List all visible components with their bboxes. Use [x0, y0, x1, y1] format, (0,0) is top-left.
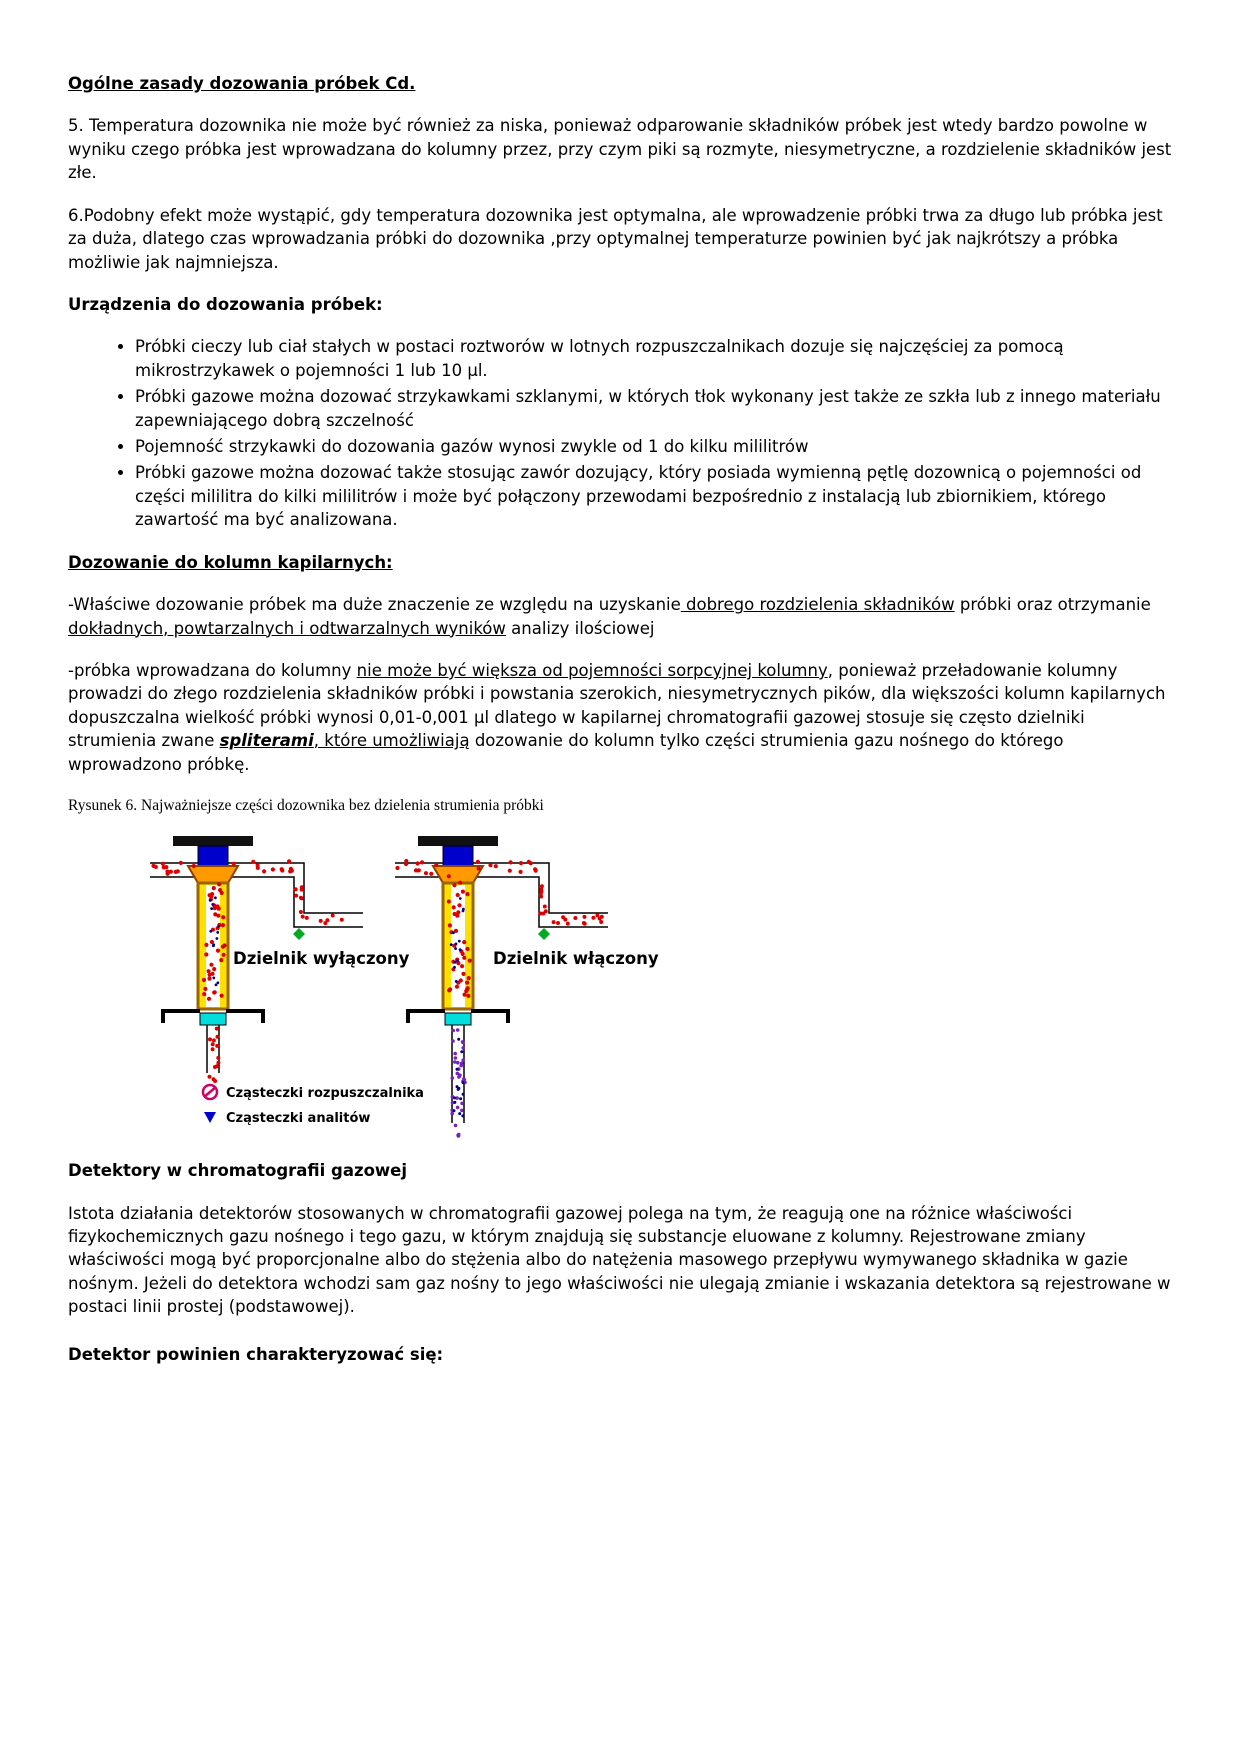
injector-top-cap	[173, 836, 253, 846]
solvent-molecule-dots	[232, 859, 294, 873]
heading-detector-requirements: Detektor powinien charakteryzować się:	[68, 1344, 444, 1364]
label-splitter-off: Dzielnik wyłączony	[233, 949, 410, 969]
crossed-circle-icon	[203, 1085, 217, 1099]
legend-label-analytes: Cząsteczki analitów	[226, 1111, 371, 1127]
column-fitting	[445, 1013, 471, 1025]
analyte-molecule-dots	[454, 1124, 461, 1138]
figure-injector-diagram	[148, 831, 1172, 1151]
solvent-molecule-dots	[305, 914, 344, 926]
list-item: • Próbki cieczy lub ciał stałych w postaci roztworów w lotnych rozpuszczalnikach dozuje się najczęściej za pomocą mikrostrzykawek o pojemności 1 lub 10 µl.	[135, 335, 1172, 382]
devices-list	[68, 335, 1172, 531]
injector-splitter-on	[395, 836, 608, 1138]
triangle-down-icon	[204, 1112, 216, 1123]
legend-label-solvent: Cząsteczki rozpuszczalnika	[226, 1086, 424, 1102]
solvent-molecule-dots	[294, 885, 305, 918]
split-valve-closed	[293, 928, 305, 940]
list-item: • Próbki gazowe można dozować strzykawkami szklanymi, w których tłok wykonany jest także ze szkła lub z innego materiału zapewniającego dobrą szczelność	[135, 385, 1172, 432]
figure-legend	[203, 1085, 424, 1126]
paragraph-capillary-importance: -Właściwe dozowanie próbek ma duże znaczenie ze względu na uzyskanie dobrego rozdzielenia składników próbki oraz otrzymanie dokładnych, powtarzalnych i odtwarzalnych wyników analizy ilościowej	[68, 595, 1151, 638]
paragraph-capillary-sample-size: -próbka wprowadzana do kolumny nie może być większa od pojemności sorpcyjnej kolumny, ponieważ przeładowanie kolumny prowadzi do złego rozdzielenia składników próbki i powstania szerokich, niesymetrycznych pików, dla większości kolumn kapilarnych dopuszczalna wielkość próbki wynosi 0,01-0,001 µl dlatego w kapilarnej chromatografii gazowej stosuje się często dzielniki strumienia zwane spliterami, które umożliwiają dozowanie do kolumn tylko części strumienia gazu nośnego do którego wprowadzono próbkę.	[68, 661, 1166, 774]
heading-dosing-devices: Urządzenia do dozowania próbek:	[68, 294, 383, 314]
liner-funnel	[433, 866, 483, 883]
list-item: • Próbki gazowe można dozować także stosując zawór dozujący, który posiada wymienną pętlę dozownicą o pojemności od części mililitra do kilki mililitrów i może być połączony przewodami bezpośrednio z instalacją lub zbiornikiem, którego zawartość ma być analizowana.	[135, 461, 1172, 531]
paragraph-temperature: 5. Temperatura dozownika nie może być również za niska, ponieważ odparowanie składników próbek jest wtedy bardzo powolne w wyniku czego próbka jest wprowadzana do kolumny przez, przy czym piki są rozmyte, niesymetryczne, a rozdzielenie składników jest złe.	[68, 116, 1172, 183]
solvent-molecule-dots	[538, 884, 547, 915]
liner-funnel	[188, 866, 238, 883]
list-item: • Pojemność strzykawki do dozowania gazów wynosi zwykle od 1 do kilku mililitrów	[135, 435, 1172, 458]
paragraph-detectors: Istota działania detektorów stosowanych w chromatografii gazowej polega na tym, że reagują one na różnice właściwości fizykochemicznych gazu nośnego i tego gazu, w którym znajdują się substancje eluowane z kolumny. Rejestrowane zmiany właściwości mogą być proporcjonalne albo do stężenia albo do natężenia masowego przepływu wymywanego składnika w gazie nośnym. Jeżeli do detektora wchodzi sam gaz nośny to jego właściwości nie ulegają zmianie i wskazania detektora są rejestrowane w postaci linii prostej (podstawowej).	[68, 1203, 1171, 1317]
solvent-molecule-dots	[552, 914, 604, 926]
septum	[198, 846, 228, 866]
heading-capillary-dosing: Dozowanie do kolumn kapilarnych:	[68, 552, 393, 572]
label-splitter-on: Dzielnik włączony	[493, 949, 659, 969]
heading-detectors: Detektory w chromatografii gazowej	[68, 1161, 408, 1181]
paragraph-similar-effect: 6.Podobny efekt może wystąpić, gdy temperatura dozownika jest optymalna, ale wprowadzenie próbki trwa za długo lub próbka jest za duża, dlatego czas wprowadzania próbki do dozownika ,przy optymalnej temperaturze powinien być jak najkrótszy a próbka możliwie jak najmniejsza.	[68, 205, 1163, 272]
column-fitting	[200, 1013, 226, 1025]
heading-general-rules: Ogólne zasady dozowania próbek Cd.	[68, 74, 416, 93]
solvent-molecule-dots	[208, 1075, 218, 1083]
solvent-molecule-dots	[476, 860, 538, 874]
injector-top-cap	[418, 836, 498, 846]
solvent-molecule-dots	[395, 859, 438, 876]
septum	[443, 846, 473, 866]
figure-caption: Rysunek 6. Najważniejsze części dozownika bez dzielenia strumienia próbki	[68, 797, 544, 815]
split-valve-open	[538, 928, 550, 940]
